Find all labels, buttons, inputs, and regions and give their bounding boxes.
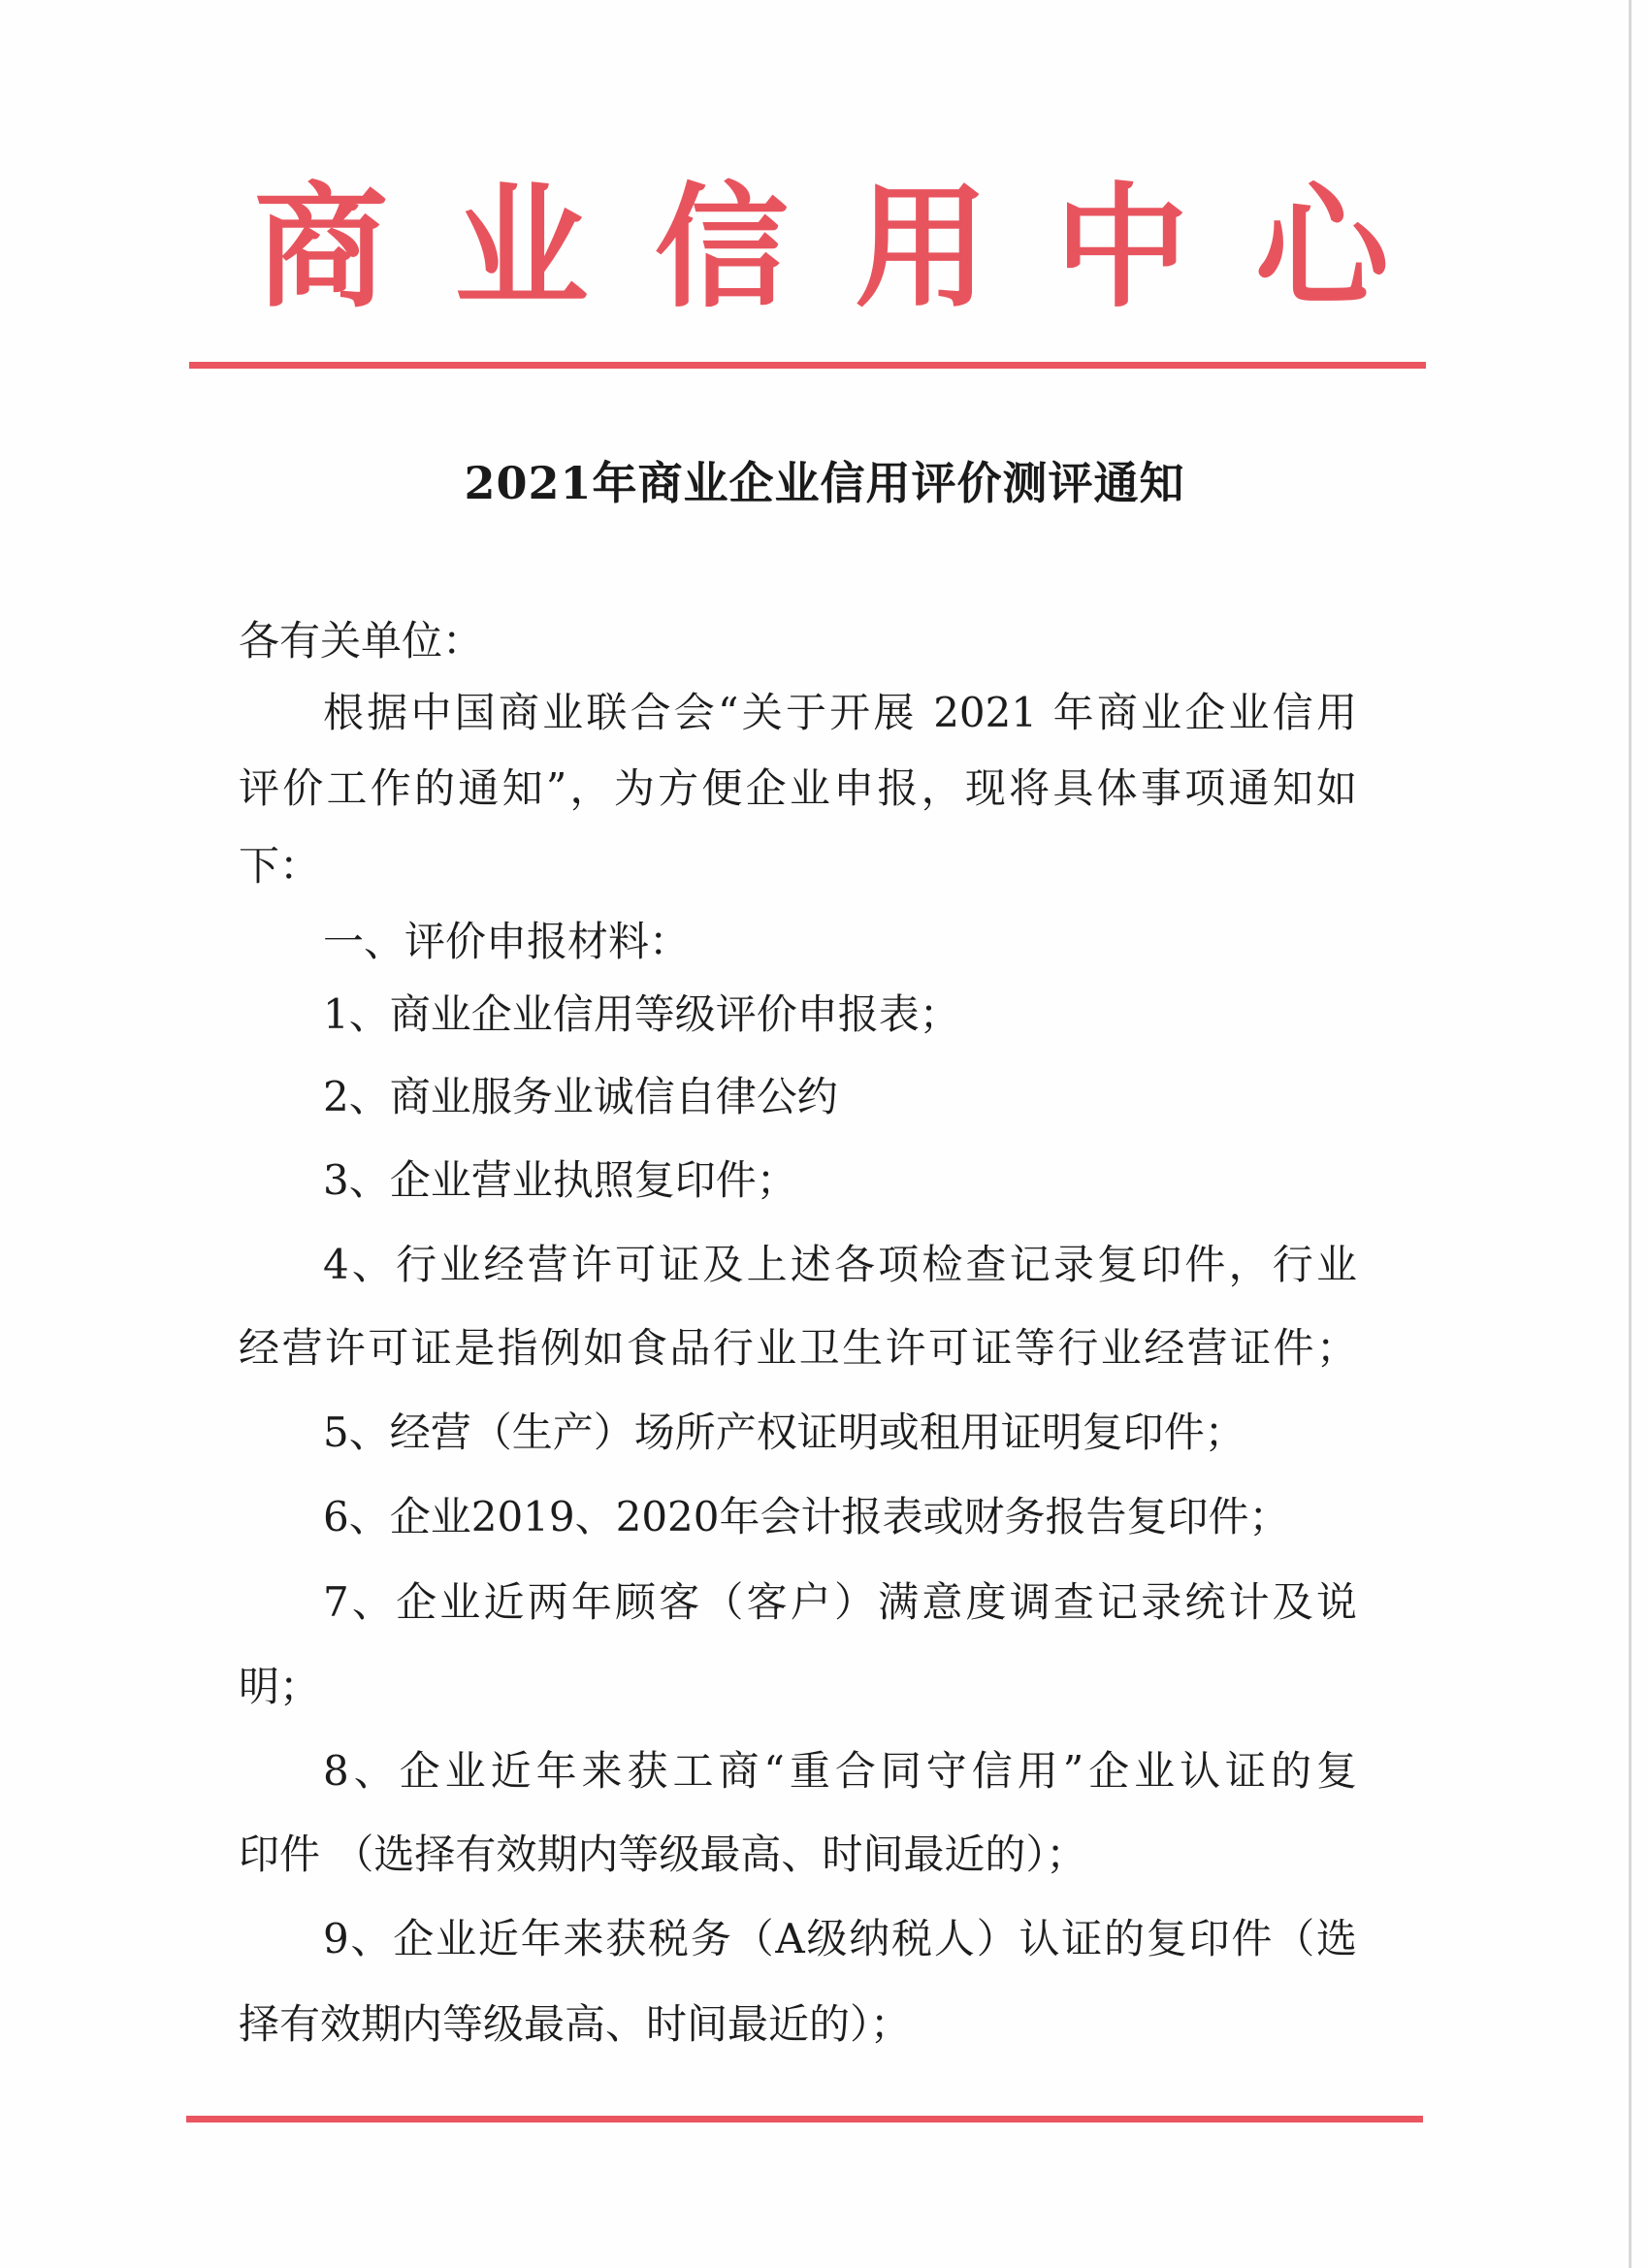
document-title: 2021年商业企业信用评价测评通知 <box>464 457 1185 509</box>
list-item-8-line-1: 8、企业近年来获工商“重合同守信用”企业认证的复 <box>323 1747 1357 1795</box>
intro-line-2: 评价工作的通知”，为方便企业申报，现将具体事项通知如 <box>239 764 1357 812</box>
letterhead-char-6: 心 <box>1254 168 1389 326</box>
scan-edge-shadow <box>1629 0 1632 2268</box>
letterhead-char-1: 商 <box>254 168 389 326</box>
list-item-9-line-2: 择有效期内等级最高、时间最近的）； <box>239 2000 912 2048</box>
list-item-4-line-2: 经营许可证是指例如食品行业卫生许可证等行业经营证件； <box>239 1324 1357 1372</box>
salutation: 各有关单位： <box>239 617 484 664</box>
letterhead-title <box>254 165 1389 330</box>
list-item-2: 2、商业服务业诚信自律公约 <box>323 1073 838 1120</box>
list-item-8-line-2: 印件 （选择有效期内等级最高、时间最近的）； <box>239 1831 1087 1878</box>
intro-line-3: 下： <box>239 842 321 890</box>
letterhead-char-2: 业 <box>454 168 589 326</box>
list-item-1: 1、商业企业信用等级评价申报表； <box>323 990 960 1038</box>
letterhead-char-5: 中 <box>1054 168 1189 326</box>
footer-red-rule <box>186 2116 1423 2122</box>
list-item-3: 3、企业营业执照复印件； <box>323 1156 797 1204</box>
list-item-9-line-1: 9、企业近年来获税务（A级纳税人）认证的复印件（选 <box>323 1915 1357 1962</box>
letterhead-char-4: 用 <box>855 168 989 326</box>
list-item-4-line-1: 4、行业经营许可证及上述各项检查记录复印件，行业 <box>323 1241 1357 1288</box>
letterhead-char-3: 信 <box>654 168 789 326</box>
letterhead-red-rule <box>189 362 1426 369</box>
section-heading-materials: 一、评价申报材料： <box>323 918 691 965</box>
list-item-7-line-1: 7、企业近两年顾客（客户）满意度调查记录统计及说 <box>323 1578 1357 1626</box>
intro-line-1: 根据中国商业联合会“关于开展 2021 年商业企业信用 <box>323 689 1357 736</box>
list-item-7-line-2: 明； <box>239 1663 321 1710</box>
list-item-6: 6、企业2019、2020年会计报表或财务报告复印件； <box>323 1493 1290 1540</box>
list-item-5: 5、经营（生产）场所产权证明或租用证明复印件； <box>323 1409 1245 1456</box>
